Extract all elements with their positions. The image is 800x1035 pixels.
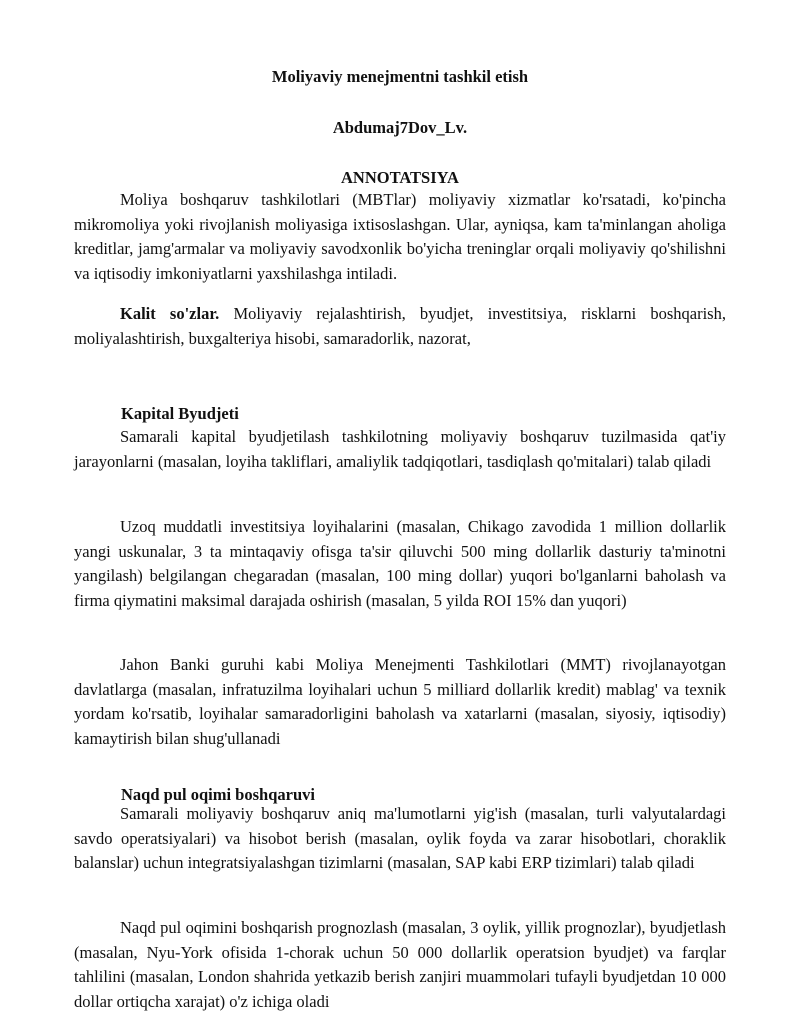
annotation-heading: ANNOTATSIYA: [341, 168, 459, 187]
keywords-text: Moliyaviy rejalashtirish, byudjet, investitsiya, risklarni boshqarish, moliyalashtirish, buxgalteriya hisobi, samaradorlik, nazorat,: [74, 304, 726, 348]
section-paragraph: Naqd pul oqimini boshqarish prognozlash (masalan, 3 oylik, yillik prognozlar), byudjetlash (masalan, Nyu-York ofisida 1-chorak uchun 50 000 dollarlik operatsion byudjet) va farqlar tahlilini (masalan, London shahrida yetkazib berish zanjiri muammolari tufayli byudjetdan 10 000 dollar ortiqcha xarajat) o'z ichiga oladi: [74, 918, 726, 1011]
annotation-text: Moliya boshqaruv tashkilotlari (MBTlar) moliyaviy xizmatlar ko'rsatadi, ko'pincha mikromoliya yoki rivojlanish moliyasiga ixtisoslashgan. Ular, ayniqsa, kam ta'minlangan aholiga kreditlar, jamg'armalar va moliyaviy savodxonlik bo'yicha treninglar orqali moliyaviy qo'shilishni va iqtisodiy imkoniyatlarni yaxshilashga intiladi.: [74, 190, 726, 283]
section-heading-cash-flow: Naqd pul oqimi boshqaruvi: [121, 785, 315, 804]
keywords-label: Kalit so'zlar.: [120, 304, 220, 323]
section-paragraph: Jahon Banki guruhi kabi Moliya Menejmenti Tashkilotlari (MMT) rivojlanayotgan davlatlarga (masalan, infratuzilma loyihalari uchun 5 milliard dollarlik kredit) mablag' va texnik yordam ko'rsatib, loyihalar samaradorligini baholash va xatarlarni (masalan, siyosiy, iqtisodiy) kamaytirish bilan shug'ullanadi: [74, 655, 726, 748]
section-heading-capital-budget: Kapital Byudjeti: [121, 404, 239, 423]
section-paragraph: Samarali moliyaviy boshqaruv aniq ma'lumotlarni yig'ish (masalan, turli valyutalardagi savdo operatsiyalari) va hisobot berish (masalan, oylik foyda va zarar hisobotlari, choraklik balanslar) uchun integratsiyalashgan tizimlarni (masalan, SAP kabi ERP tizimlari) talab qiladi: [74, 804, 726, 872]
keywords-paragraph: [74, 302, 726, 351]
section-paragraph: Uzoq muddatli investitsiya loyihalarini (masalan, Chikago zavodida 1 million dollarlik yangi uskunalar, 3 ta mintaqaviy ofisga ta'sir qiluvchi 500 ming dollarlik dasturiy ta'minotni yangilash) belgilangan chegaradan (masalan, 100 ming dollar) yuqori bo'lganlarni baholash va firma qiymatini maksimal darajada oshirish (masalan, 5 yilda ROI 15% dan yuqori): [74, 517, 726, 610]
section-paragraph: Samarali kapital byudjetilash tashkilotning moliyaviy boshqaruv tuzilmasida qat'iy jarayonlarni (masalan, loyiha takliflari, amaliylik tadqiqotlari, tasdiqlash qo'mitalari) talab qiladi: [74, 427, 726, 471]
document-title: Moliyaviy menejmentni tashkil etish: [271, 67, 529, 86]
document-author: Abdumaj7Dov_Lv.: [332, 118, 468, 137]
